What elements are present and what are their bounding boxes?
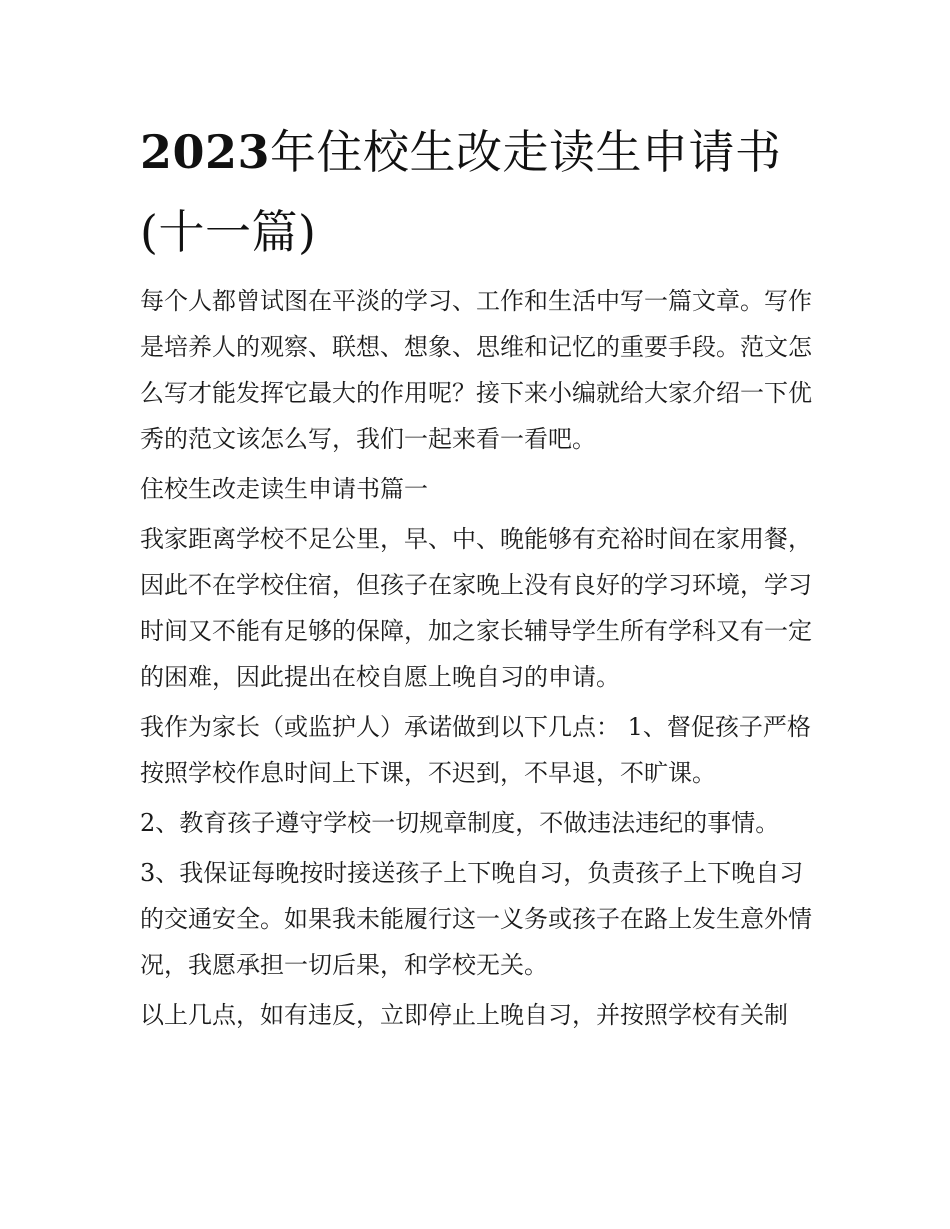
title-text: 年住校生改走读生申请书(十一篇): [140, 125, 782, 259]
intro-paragraph: 每个人都曾试图在平淡的学习、工作和生活中写一篇文章。写作是培养人的观察、联想、想象、思维和记忆的重要手段。范文怎么写才能发挥它最大的作用呢？接下来小编就给大家介绍一下优秀的范文该怎么写，我们一起来看一看吧。: [140, 287, 812, 453]
document-body: [140, 278, 820, 1038]
body-paragraph: 我家距离学校不足公里，早、中、晚能够有充裕时间在家用餐，因此不在学校住宿，但孩子在家晚上没有良好的学习环境，学习时间又不能有足够的保障，加之家长辅导学生所有学科又有一定的困难，因此提出在校自愿上晚自习的申请。: [140, 525, 812, 691]
section-heading: 住校生改走读生申请书篇一: [140, 475, 428, 503]
title-year: 2023: [140, 125, 271, 179]
document-title: [140, 112, 820, 272]
body-paragraph: 以上几点，如有违反，立即停止上晚自习，并按照学校有关制: [140, 1001, 788, 1029]
body-paragraph: 3、我保证每晚按时接送孩子上下晚自习，负责孩子上下晚自习的交通安全。如果我未能履行这一义务或孩子在路上发生意外情况，我愿承担一切后果，和学校无关。: [140, 859, 812, 979]
body-paragraph: 2、教育孩子遵守学校一切规章制度，不做违法违纪的事情。: [140, 809, 780, 837]
body-paragraph: 我作为家长（或监护人）承诺做到以下几点： 1、督促孩子严格按照学校作息时间上下课，不迟到，不早退，不旷课。: [140, 713, 811, 787]
